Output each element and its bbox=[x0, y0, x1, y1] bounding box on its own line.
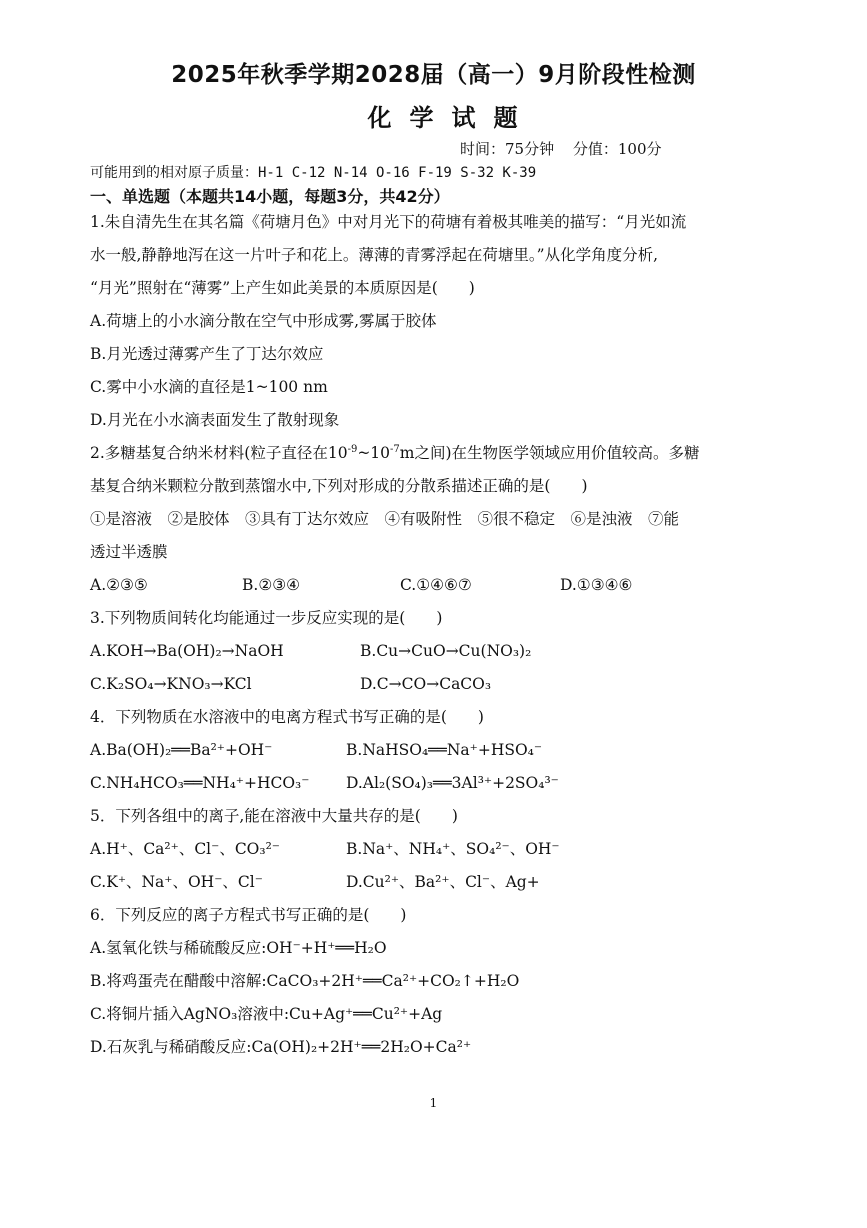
q6-stem: 6．下列反应的离子方程式书写正确的是( ) bbox=[90, 906, 407, 924]
q5-option-a: A.H⁺、Ca²⁺、Cl⁻、CO₃²⁻ bbox=[90, 840, 280, 858]
section-heading: 一、单选题（本题共14小题，每题3分，共42分） bbox=[90, 187, 450, 206]
q5-option-c: C.K⁺、Na⁺、OH⁻、Cl⁻ bbox=[90, 873, 263, 891]
q4-option-c: C.NH₄HCO₃══NH₄⁺+HCO₃⁻ bbox=[90, 774, 310, 792]
q2-stem-line-2: 基复合纳米颗粒分散到蒸馏水中,下列对形成的分散系描述正确的是( ) bbox=[90, 477, 588, 495]
q5-option-d: D.Cu²⁺、Ba²⁺、Cl⁻、Ag+ bbox=[346, 873, 540, 891]
q2-option-b: B.②③④ bbox=[242, 576, 301, 594]
atomic-masses: 可能用到的相对原子质量：H-1 C-12 N-14 O-16 F-19 S-32 K-39 bbox=[90, 165, 537, 181]
q1-option-a: A.荷塘上的小水滴分散在空气中形成雾,雾属于胶体 bbox=[90, 312, 437, 330]
exam-title: 2025年秋季学期2028届（高一）9月阶段性检测 bbox=[171, 62, 696, 88]
q4-option-d: D.Al₂(SO₄)₃══3Al³⁺+2SO₄³⁻ bbox=[346, 774, 559, 792]
q4-option-a: A.Ba(OH)₂══Ba²⁺+OH⁻ bbox=[90, 741, 273, 759]
q2-exponent-2: -7 bbox=[390, 443, 400, 455]
q1-stem-line-3: “月光”照射在“薄雾”上产生如此美景的本质原因是( ) bbox=[90, 279, 475, 297]
q1-option-d: D.月光在小水滴表面发生了散射现象 bbox=[90, 411, 340, 429]
q3-stem: 3.下列物质间转化均能通过一步反应实现的是( ) bbox=[90, 609, 443, 627]
q2-option-c: C.①④⑥⑦ bbox=[400, 576, 472, 594]
q2-stem-part: 2.多糖基复合纳米材料(粒子直径在10 bbox=[90, 444, 348, 462]
q5-stem: 5．下列各组中的离子,能在溶液中大量共存的是( ) bbox=[90, 807, 458, 825]
q2-statements: ①是溶液 ②是胶体 ③具有丁达尔效应 ④有吸附性 ⑤很不稳定 ⑥是浊液 ⑦能 bbox=[90, 510, 680, 528]
q5-option-b: B.Na⁺、NH₄⁺、SO₄²⁻、OH⁻ bbox=[346, 840, 560, 858]
exam-meta bbox=[460, 138, 662, 159]
q2-option-a: A.②③⑤ bbox=[90, 576, 148, 594]
q2-exponent-1: -9 bbox=[347, 443, 358, 455]
q2-statements-cont: 透过半透膜 bbox=[90, 543, 168, 561]
q1-option-c: C.雾中小水滴的直径是1~100 nm bbox=[90, 378, 328, 396]
page-number: 1 bbox=[429, 1096, 438, 1110]
exam-time: 时间：75分钟 bbox=[460, 140, 555, 158]
q6-option-c: C.将铜片插入AgNO₃溶液中:Cu+Ag⁺══Cu²⁺+Ag bbox=[90, 1005, 443, 1023]
q1-option-b: B.月光透过薄雾产生了丁达尔效应 bbox=[90, 345, 324, 363]
q2-stem-part: ~10 bbox=[357, 444, 391, 462]
q3-option-a: A.KOH→Ba(OH)₂→NaOH bbox=[90, 642, 284, 660]
q2-stem-part: m之间)在生物医学领域应用价值较高。多糖 bbox=[399, 444, 700, 462]
q4-stem: 4．下列物质在水溶液中的电离方程式书写正确的是( ) bbox=[90, 708, 484, 726]
q6-option-b: B.将鸡蛋壳在醋酸中溶解:CaCO₃+2H⁺══Ca²⁺+CO₂↑+H₂O bbox=[90, 972, 520, 990]
q6-option-a: A.氢氧化铁与稀硫酸反应:OH⁻+H⁺══H₂O bbox=[90, 939, 387, 957]
q2-stem-line-1 bbox=[90, 437, 700, 470]
q4-option-b: B.NaHSO₄══Na⁺+HSO₄⁻ bbox=[346, 741, 543, 759]
q2-option-d: D.①③④⑥ bbox=[560, 576, 633, 594]
q3-option-b: B.Cu→CuO→Cu(NO₃)₂ bbox=[360, 642, 532, 660]
q6-option-d: D.石灰乳与稀硝酸反应:Ca(OH)₂+2H⁺══2H₂O+Ca²⁺ bbox=[90, 1038, 472, 1056]
q3-option-d: D.C→CO→CaCO₃ bbox=[360, 675, 492, 693]
q3-option-c: C.K₂SO₄→KNO₃→KCl bbox=[90, 675, 252, 693]
q1-stem-line-1: 1.朱自清先生在其名篇《荷塘月色》中对月光下的荷塘有着极其唯美的描写：“月光如流 bbox=[90, 213, 687, 231]
exam-score: 分值：100分 bbox=[572, 140, 662, 158]
exam-subtitle: 化学试题 bbox=[367, 104, 536, 132]
q1-stem-line-2: 水一般,静静地泻在这一片叶子和花上。薄薄的青雾浮起在荷塘里。”从化学角度分析, bbox=[90, 246, 659, 264]
